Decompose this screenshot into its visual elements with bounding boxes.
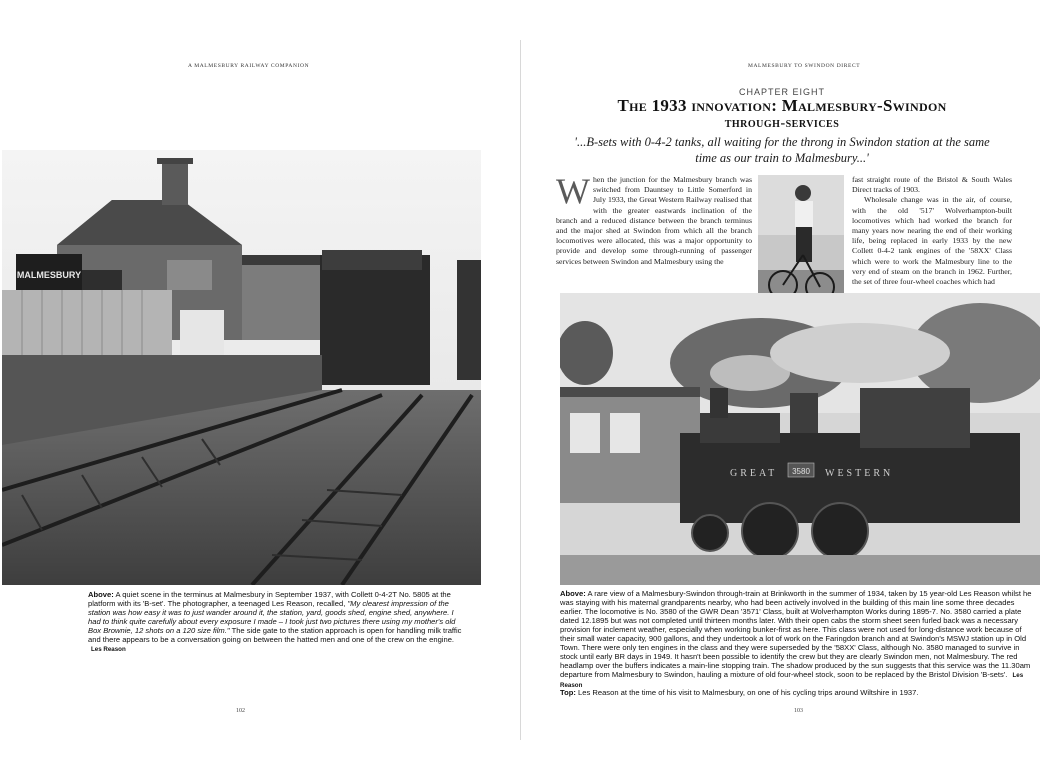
chapter-title-line-1: The 1933 innovation: Malmesbury-Swindon xyxy=(617,96,947,115)
loco-number-plate: 3580 xyxy=(792,467,810,476)
drop-cap: W xyxy=(556,171,590,211)
right-caption-above xyxy=(560,589,1038,690)
photo-great-western-locomotive xyxy=(560,293,1040,585)
body-text-col2-p2: Wholesale change was in the air, of course, with the old '517' Wolverhampton-built locomotives which had worked the branch for many years now nearing the end of their working life, being replaced in early 1933 by the new Collett 0-4-2 tank engines of the '58XX' Class which were to work the Malmesbury line to the very end of steam on the branch in 1962. Further, the set of three four-wheel coaches which had xyxy=(852,195,1012,287)
left-caption xyxy=(88,590,468,654)
caption-top-label: Top: xyxy=(560,688,576,697)
chapter-title xyxy=(522,97,1042,133)
photo-malmesbury-station xyxy=(2,150,481,585)
caption-label: Above: xyxy=(88,590,114,599)
right-caption-top xyxy=(560,688,1038,697)
loco-lettering-western: WESTERN xyxy=(825,468,894,479)
caption-text-1: A quiet scene in the terminus at Malmesbury in September 1937, with Collett 0-4-2T No. 5805 at the platform with its 'B-set'. The photographer, a teenaged Les Reason, recalled, xyxy=(88,590,451,608)
running-head-right: MALMESBURY TO SWINDON DIRECT xyxy=(748,63,861,69)
right-page xyxy=(522,0,1042,781)
chapter-title-line-2: through-services xyxy=(724,116,840,131)
chapter-label: CHAPTER EIGHT xyxy=(738,87,825,97)
body-text-col2-p1: fast straight route of the Bristol & South Wales Direct tracks of 1903. xyxy=(852,175,1012,195)
photo-credit: Les Reason xyxy=(91,646,126,653)
caption-above-credit: Les Reason xyxy=(560,672,1024,689)
loco-lettering-great: GREAT xyxy=(730,468,778,479)
caption-top-text: Les Reason at the time of his visit to Malmesbury, on one of his cycling trips around Wiltshire in 1937. xyxy=(578,688,919,697)
caption-above-label: Above: xyxy=(560,589,586,598)
page-number-left: 102 xyxy=(236,708,245,714)
gutter-divider xyxy=(520,40,521,740)
body-column-1 xyxy=(556,171,752,267)
left-page xyxy=(0,0,520,781)
body-column-2 xyxy=(852,175,1012,287)
caption-text-2: The side gate to the station approach is open for handling milk traffic and there appears to be a conversation going on between the hatted men and one of the crew on the engine. xyxy=(88,626,462,644)
body-text-col1: hen the junction for the Malmesbury branch was switched from Dauntsey to Little Somerford in July 1933, the Great Western Railway realised that with the greater eastwards inclination of the branch and a reduced distance between the branch terminus and the major shed at Swindon from which all the branch locomotives were allocated, this was a major opportunity to provide and develop some through-running of passenger services between Swindon and Malmesbury using the xyxy=(556,175,752,266)
station-sign-text: MALMESBURY xyxy=(16,270,82,280)
caption-above-text: A rare view of a Malmesbury-Swindon through-train at Brinkworth in the summer of 1934, taken by 15 year-old Les Reason whilst he was staying with his maternal grandparents nearby, who had been actively involved in the building of this main line some three decades earlier. The locomotive is No. 3580 of the GWR Dean '3571' Class, built at Wolverhampton Works during 1895-7. No. 3580 carried a plate dated 12.1895 but was not completed until thirteen months later. With their open cabs the storm sheet seen furled back was a necessary provision for inclement weather, especially when working bunker-first as here. This class were not used for long-distance work because of their small water capacity, 900 gallons, and they undertook a lot of work on the Faringdon branch and at Swindon's MSWJ station up in Old Town. There were only ten engines in the class and they were superseded by the '58XX' Class, although No. 3580 managed to survive in stock until early BR days in 1949. It hasn't been possible to identify the crew but they are clearly Swindon men, not Malmesbury. The red headlamp over the buffers indicates a main-line stopping train. The shadow produced by the sun suggests that this service was the 11.30am departure from Malmesbury to Swindon, hauling a mixture of old four-wheel stock, soon to be replaced by the Bristol Division 'B-sets'. xyxy=(560,589,1032,679)
running-head-left: A MALMESBURY RAILWAY COMPANION xyxy=(188,63,310,69)
chapter-epigraph: '...B-sets with 0-4-2 tanks, all waiting for the throng in Swindon station at the same time as our train to Malmesbury...' xyxy=(574,135,990,165)
caption-quote: "My clearest impression of the station was how easy it was to just wander around it, the station, yard, goods shed, engine shed, anywhere. I had to think quite carefully about every exposure I made – I took just two pictures there using my mother's old Box Brownie, 12 shots on a 120 size film." xyxy=(88,599,456,635)
page-number-right: 103 xyxy=(794,708,803,714)
